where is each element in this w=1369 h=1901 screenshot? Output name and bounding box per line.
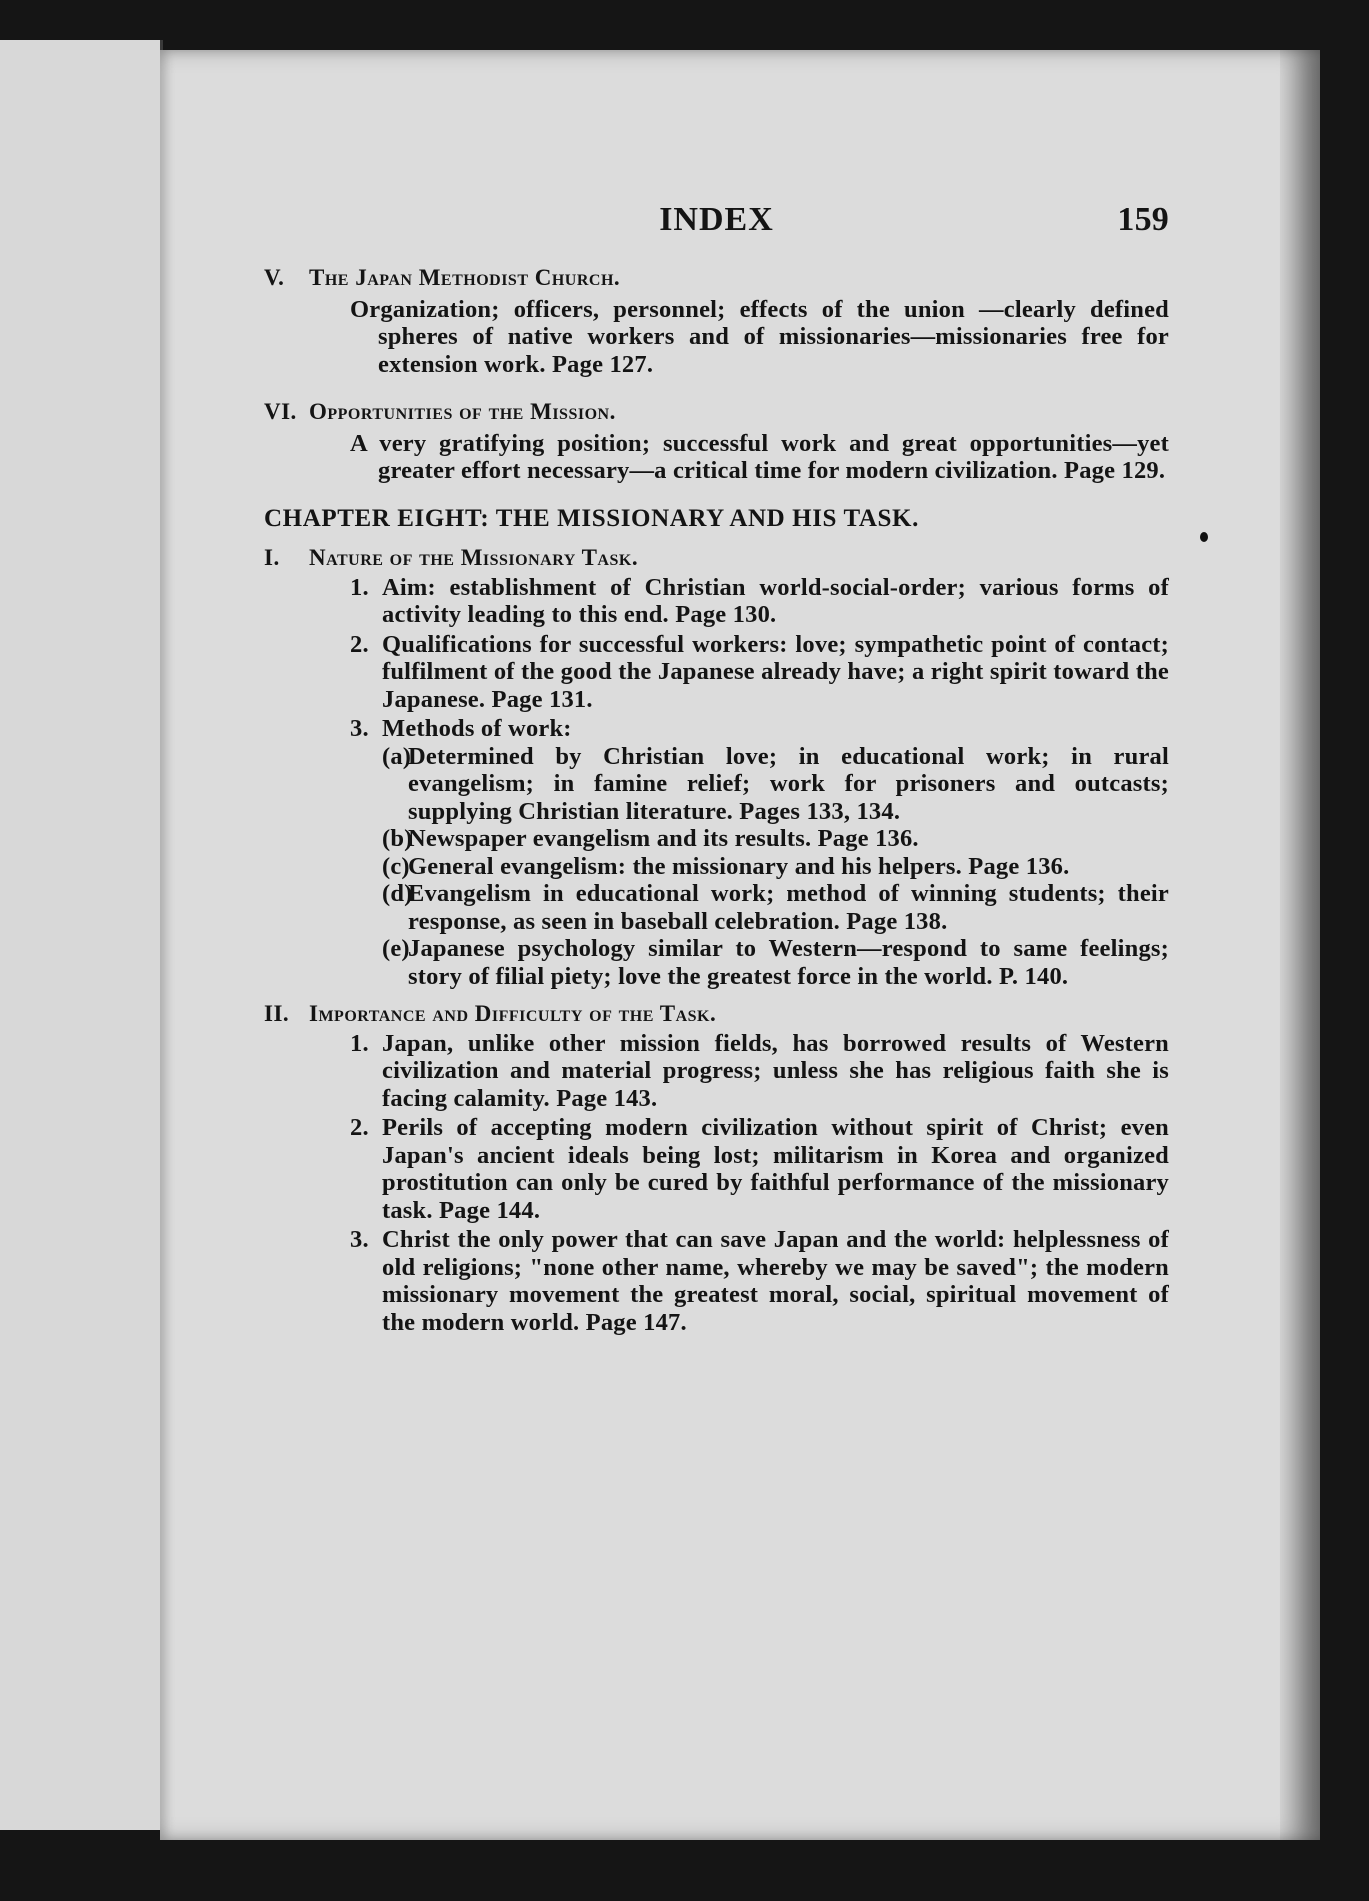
sub-text: Determined by Christian love; in educational work; in rural evangelism; in famine relief; work for prisoners and outcasts; supplying Christian literature. Pages 133, 134. [408, 742, 1169, 825]
item-text: Qualifications for successful workers: love; sympathetic point of contact; fulfilment of the good the Japanese already have; a right spirit toward the Japanese. Page 131. [382, 630, 1169, 713]
item-number: 1. [350, 1029, 369, 1057]
sub-letter: (a) [382, 742, 412, 770]
section-title: Opportunities of the Mission. [309, 399, 616, 424]
section-heading [264, 544, 1169, 572]
item-number: 2. [350, 630, 369, 658]
section-title: The Japan Methodist Church. [309, 265, 621, 290]
ink-speck [1200, 532, 1208, 542]
section-summary: Organization; officers, personnel; effects of the union —clearly defined spheres of native workers and of missionaries—missionaries free for extension work. Page 127. [350, 295, 1169, 378]
page-title: INDEX [659, 201, 774, 238]
page-header [264, 190, 1169, 250]
sub-text: Newspaper evangelism and its results. Page 136. [408, 825, 919, 852]
item-number: 1. [350, 573, 369, 601]
section-number: II. [264, 1001, 290, 1026]
item-text: Aim: establishment of Christian world-social-order; various forms of activity leading to this end. Page 130. [382, 573, 1169, 628]
section-heading [264, 264, 1169, 292]
list-item [350, 715, 1169, 743]
sublist-item [382, 853, 1169, 881]
list-item [350, 1030, 1169, 1113]
item-text: Methods of work: [382, 715, 572, 742]
left-page-edge [0, 40, 163, 1830]
section-title: Nature of the Missionary Task. [309, 545, 639, 570]
section-title: Importance and Difficulty of the Task. [309, 1001, 717, 1026]
sublist-item [382, 935, 1169, 990]
section-number: V. [264, 265, 285, 290]
section-summary: A very gratifying position; successful work and great opportunities—yet greater effort necessary—a critical time for modern civilization. Page 129. [350, 429, 1169, 484]
page-shadow [1280, 50, 1320, 1840]
sub-text: General evangelism: the missionary and his helpers. Page 136. [408, 852, 1070, 880]
sub-letter: (d) [382, 880, 413, 907]
sub-letter: (e) [382, 935, 410, 962]
list-item [350, 1114, 1169, 1224]
section-heading [264, 398, 1169, 426]
item-number: 3. [350, 1226, 369, 1253]
item-text: Perils of accepting modern civilization without spirit of Christ; even Japan's ancient ideals being lost; militarism in Korea and organized prostitution can only be cured by faithful performance of the missionary task. Page 144. [382, 1114, 1169, 1224]
sublist-item [382, 743, 1169, 826]
book-page [160, 50, 1320, 1840]
item-text: Japan, unlike other mission fields, has borrowed results of Western civilization and material progress; unless she has religious faith she is facing calamity. Page 143. [382, 1029, 1169, 1112]
section-number: VI. [264, 399, 297, 424]
sub-letter: (b) [382, 825, 413, 852]
sublist-item [382, 825, 1169, 853]
item-number: 2. [350, 1114, 369, 1141]
list-item [350, 631, 1169, 714]
sub-letter: (c) [382, 852, 410, 880]
list-item [350, 1226, 1169, 1336]
page-number: 159 [1117, 201, 1169, 238]
sublist [382, 743, 1169, 991]
item-text: Christ the only power that can save Japan and the world: helplessness of old religions; "none other name, whereby we may be saved"; the modern missionary movement the greatest moral, social, spiritual movement of the modern world. Page 147. [382, 1226, 1169, 1336]
chapter-title: CHAPTER EIGHT: THE MISSIONARY AND HIS TASK. [264, 504, 919, 532]
list-item [350, 574, 1169, 629]
sub-text: Evangelism in educational work; method of winning students; their response, as seen in baseball celebration. Page 138. [408, 880, 1169, 935]
section-number: I. [264, 545, 280, 570]
index-text [264, 190, 1169, 1336]
section-heading [264, 1000, 1169, 1028]
sublist-item [382, 880, 1169, 935]
sub-text: Japanese psychology similar to Western—respond to same feelings; story of filial piety; love the greatest force in the world. P. 140. [408, 935, 1169, 990]
item-number: 3. [350, 715, 369, 742]
